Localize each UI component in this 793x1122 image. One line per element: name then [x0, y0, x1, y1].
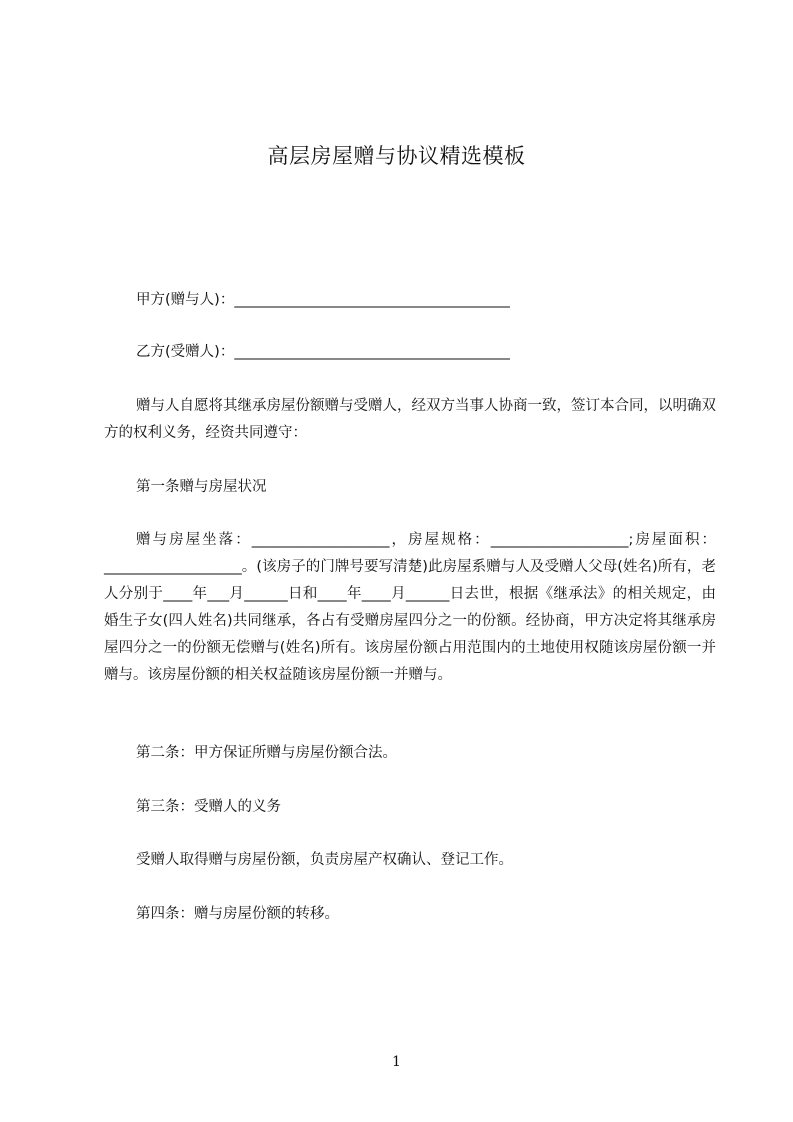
page-number: 1 [392, 1054, 401, 1070]
intro-paragraph: 赠与人自愿将其继承房屋份额赠与受赠人，经双方当事人协商一致，签订本合同，以明确双方的权利义务，经资共同遵守： [104, 398, 716, 441]
article-4: 第四条：赠与房屋份额的转移。 [136, 906, 339, 922]
party-b-line: 乙方(受赠人)：______________________________________ [136, 344, 510, 360]
article-3-body: 受赠人取得赠与房屋份额，负责房屋产权确认、登记工作。 [136, 852, 513, 868]
party-a-line: 甲方(赠与人)：______________________________________ [136, 292, 510, 308]
article-1-heading: 第一条赠与房屋状况 [136, 479, 267, 495]
document-title: 高层房屋赠与协议精选模板 [267, 144, 526, 168]
article-3-heading: 第三条：受赠人的义务 [136, 799, 281, 815]
article-2: 第二条：甲方保证所赠与房屋份额合法。 [136, 745, 397, 761]
article-1-body: 赠与房屋坐落：___________________，房屋规格：___________________;房屋面积：___________________。(该房子的门牌号要写清楚)此房屋系赠与人及受赠人父母(姓名)所有，老人分别于____年___月______日和____年____月______日去世，根据《继承法》的相关规定，由婚生子女(四人姓名)共同继承，各占有受赠房屋四分之一的份额。经协商，甲方决定将其继承房屋四分之一的份额无偿赠与(姓名)所有。该房屋份额占用范围内的土地使用权随该房屋份额一并赠与。该房屋份额的相关权益随该房屋份额一并赠与。 [104, 532, 716, 683]
